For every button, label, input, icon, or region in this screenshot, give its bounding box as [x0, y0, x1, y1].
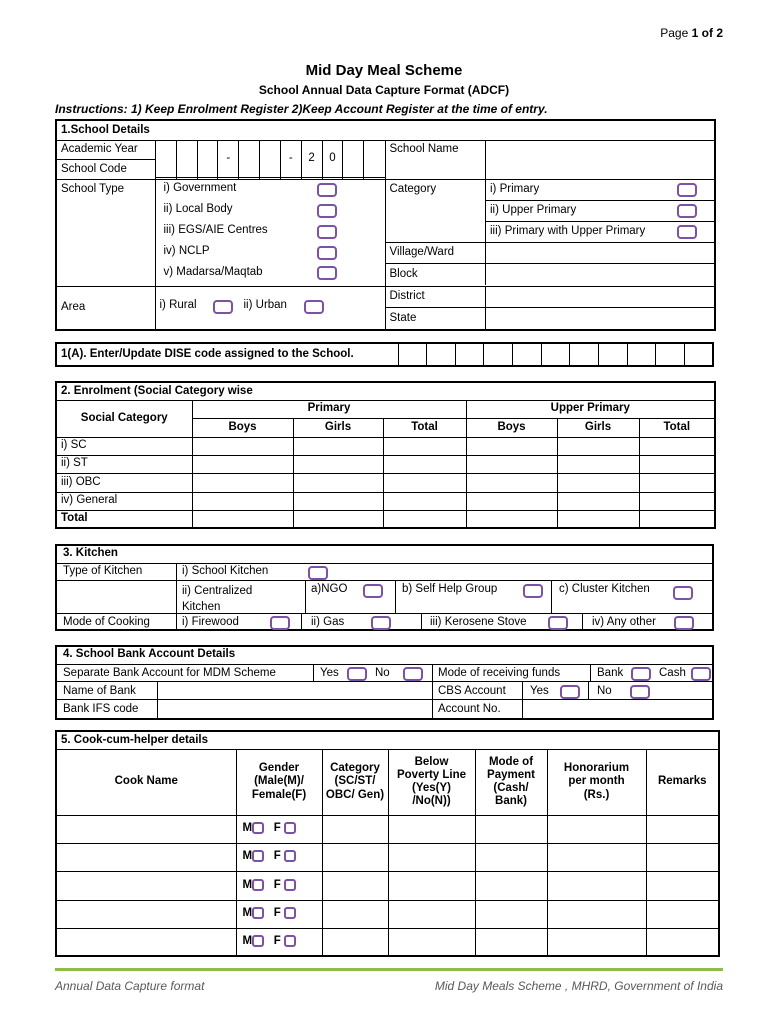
- ngo-checkbox[interactable]: [363, 584, 383, 598]
- dise-box[interactable]: [513, 343, 542, 366]
- cook-name-cell[interactable]: [56, 900, 236, 928]
- row-label: ii) ST: [56, 455, 192, 473]
- male-checkbox[interactable]: [252, 907, 264, 919]
- bpl-header: Below Poverty Line (Yes(Y) /No(N)): [388, 749, 475, 815]
- cell[interactable]: [639, 473, 715, 492]
- male-checkbox[interactable]: [252, 879, 264, 891]
- area-options: [155, 286, 385, 330]
- no-label: No: [375, 667, 390, 679]
- dise-box[interactable]: [541, 343, 570, 366]
- document-subtitle: School Annual Data Capture Format (ADCF): [258, 83, 510, 97]
- cell[interactable]: [639, 455, 715, 473]
- section-heading: 3. Kitchen: [63, 547, 118, 559]
- cell[interactable]: [293, 437, 383, 455]
- row-label: iv) General: [56, 492, 192, 510]
- cell[interactable]: [383, 455, 466, 473]
- row-label: Total: [56, 510, 192, 528]
- male-checkbox[interactable]: [252, 822, 264, 834]
- any-other-checkbox[interactable]: [674, 616, 694, 630]
- cbs-yes-checkbox[interactable]: [560, 685, 580, 699]
- account-no-label: Account No.: [438, 703, 501, 715]
- social-category-header: Social Category: [56, 400, 192, 437]
- cell[interactable]: [475, 871, 547, 900]
- cell[interactable]: [639, 510, 715, 528]
- school-code-label: School Code: [56, 160, 155, 180]
- district-field[interactable]: [486, 287, 716, 308]
- academic-year-label: Academic Year: [56, 140, 155, 160]
- cbs-no-label: No: [597, 685, 612, 697]
- male-checkbox[interactable]: [252, 935, 264, 947]
- cell[interactable]: [557, 510, 639, 528]
- cook-name-cell[interactable]: [56, 871, 236, 900]
- urban-checkbox[interactable]: [304, 300, 324, 314]
- cell[interactable]: [547, 928, 646, 956]
- school-name-label: School Name: [385, 140, 485, 179]
- gender-cell: M F: [236, 900, 322, 928]
- cell[interactable]: [639, 492, 715, 510]
- separate-account-label: Separate Bank Account for MDM Scheme: [63, 667, 276, 679]
- cook-name-cell[interactable]: [56, 843, 236, 871]
- cell[interactable]: [322, 871, 388, 900]
- cell[interactable]: [388, 871, 475, 900]
- kitchen-type-label: Type of Kitchen: [63, 565, 143, 577]
- cell[interactable]: [547, 900, 646, 928]
- any-other-option: iv) Any other: [592, 616, 656, 628]
- cell[interactable]: [475, 928, 547, 956]
- block-label: Block: [386, 264, 486, 285]
- ngo-option: a)NGO: [311, 583, 348, 595]
- state-field[interactable]: [486, 308, 716, 329]
- dise-box[interactable]: [598, 343, 627, 366]
- female-checkbox[interactable]: [284, 822, 296, 834]
- remarks-header: Remarks: [646, 749, 719, 815]
- name-bank-field[interactable]: [158, 682, 431, 699]
- col-header: Total: [639, 418, 715, 437]
- gender-cell: M F: [236, 843, 322, 871]
- cell[interactable]: [646, 928, 719, 956]
- cell[interactable]: [192, 510, 293, 528]
- school-type-options: [155, 179, 385, 286]
- cook-name-cell[interactable]: [56, 815, 236, 843]
- firewood-option: i) Firewood: [182, 616, 239, 628]
- bank-checkbox[interactable]: [631, 667, 651, 681]
- kitchen-section: [55, 544, 714, 631]
- section-heading: 1.School Details: [56, 120, 715, 140]
- ay-box[interactable]: [343, 141, 364, 178]
- cell[interactable]: [192, 455, 293, 473]
- cell[interactable]: [383, 510, 466, 528]
- cell[interactable]: [466, 437, 557, 455]
- upper-primary-checkbox[interactable]: [677, 204, 697, 218]
- cell[interactable]: [547, 815, 646, 843]
- bank-section: [55, 645, 714, 720]
- payment-mode-header: Mode of Payment (Cash/ Bank): [475, 749, 547, 815]
- gas-checkbox[interactable]: [371, 616, 391, 630]
- gender-cell: M F: [236, 928, 322, 956]
- gender-header: Gender (Male(M)/ Female(F): [236, 749, 322, 815]
- category-upper-primary: ii) Upper Primary: [486, 201, 716, 222]
- cell[interactable]: [322, 843, 388, 871]
- ay-dash: -: [218, 141, 239, 178]
- col-header: Girls: [293, 418, 383, 437]
- col-header: Boys: [466, 418, 557, 437]
- mode-cooking-label: Mode of Cooking: [63, 616, 150, 628]
- document-title: Mid Day Meal Scheme: [305, 62, 463, 79]
- kerosene-option: iii) Kerosene Stove: [430, 616, 527, 628]
- instructions: Instructions: 1) Keep Enrolment Register 2)Keep Account Register at the time of entry.: [55, 102, 548, 116]
- school-kitchen-checkbox[interactable]: [308, 566, 328, 580]
- male-checkbox[interactable]: [252, 850, 264, 862]
- section-heading: 2. Enrolment (Social Category wise: [56, 382, 715, 400]
- cell[interactable]: [646, 900, 719, 928]
- dise-box[interactable]: [398, 343, 427, 366]
- cell[interactable]: [466, 455, 557, 473]
- cell[interactable]: [646, 871, 719, 900]
- ay-box[interactable]: [156, 141, 177, 178]
- cell[interactable]: [383, 473, 466, 492]
- ay-box[interactable]: [260, 141, 281, 178]
- cell[interactable]: [547, 843, 646, 871]
- district-label: District: [386, 287, 486, 308]
- cell[interactable]: [646, 815, 719, 843]
- cell[interactable]: [388, 843, 475, 871]
- female-checkbox[interactable]: [284, 935, 296, 947]
- cell[interactable]: [322, 928, 388, 956]
- separate-yes-checkbox[interactable]: [347, 667, 367, 681]
- area-label: Area: [56, 286, 155, 330]
- cook-helper-table: [55, 730, 720, 957]
- cell[interactable]: [557, 473, 639, 492]
- village-field[interactable]: [486, 243, 716, 264]
- row-label: i) SC: [56, 437, 192, 455]
- dise-code-label: 1(A). Enter/Update DISE code assigned to the School.: [56, 343, 398, 366]
- cell[interactable]: [388, 900, 475, 928]
- cell[interactable]: [646, 843, 719, 871]
- cbs-no-checkbox[interactable]: [630, 685, 650, 699]
- separate-no-checkbox[interactable]: [403, 667, 423, 681]
- cell[interactable]: [293, 455, 383, 473]
- state-label: State: [386, 308, 486, 329]
- section-heading: 4. School Bank Account Details: [63, 648, 236, 660]
- cell[interactable]: [293, 473, 383, 492]
- cell[interactable]: [557, 455, 639, 473]
- district-state-block: [385, 286, 715, 330]
- shg-checkbox[interactable]: [523, 584, 543, 598]
- female-checkbox[interactable]: [284, 879, 296, 891]
- option-nclp: iv) NCLP: [163, 244, 210, 257]
- local-body-checkbox[interactable]: [317, 204, 337, 218]
- cell[interactable]: [466, 510, 557, 528]
- school-kitchen-option: i) School Kitchen: [182, 565, 269, 577]
- egs-aie-checkbox[interactable]: [317, 225, 337, 239]
- cook-name-cell[interactable]: [56, 928, 236, 956]
- village-label: Village/Ward: [386, 243, 486, 264]
- cell[interactable]: [388, 815, 475, 843]
- cell[interactable]: [192, 473, 293, 492]
- ay-dash: -: [280, 141, 301, 178]
- yes-label: Yes: [320, 667, 339, 679]
- primary-checkbox[interactable]: [677, 183, 697, 197]
- category-primary: i) Primary: [486, 180, 716, 201]
- primary-header: Primary: [192, 400, 466, 418]
- cluster-checkbox[interactable]: [673, 586, 693, 600]
- dise-box[interactable]: [627, 343, 656, 366]
- dise-box[interactable]: [570, 343, 599, 366]
- dise-box[interactable]: [484, 343, 513, 366]
- primary-upper-checkbox[interactable]: [677, 225, 697, 239]
- category-block: [385, 179, 715, 286]
- dise-code-table: [55, 342, 714, 367]
- ay-digit: 0: [322, 141, 343, 178]
- cell[interactable]: [475, 843, 547, 871]
- dise-box[interactable]: [455, 343, 484, 366]
- cash-label: Cash: [659, 667, 686, 679]
- cell[interactable]: [383, 437, 466, 455]
- footer-right: Mid Day Meals Scheme , MHRD, Government of India: [434, 979, 723, 993]
- cell[interactable]: [475, 815, 547, 843]
- ay-box[interactable]: [364, 141, 385, 178]
- cell[interactable]: [639, 437, 715, 455]
- mode-funds-label: Mode of receiving funds: [438, 667, 561, 679]
- option-government: i) Government: [163, 181, 237, 194]
- cell[interactable]: [557, 492, 639, 510]
- cell[interactable]: [388, 928, 475, 956]
- female-checkbox[interactable]: [284, 907, 296, 919]
- centralized-kitchen-option: ii) Centralized Kitchen: [182, 585, 253, 613]
- enrolment-table: [55, 381, 716, 529]
- ay-box[interactable]: [197, 141, 218, 178]
- school-name-field[interactable]: [485, 140, 715, 179]
- account-no-field[interactable]: [523, 700, 711, 717]
- cell[interactable]: [192, 437, 293, 455]
- cook-name-header: Cook Name: [56, 749, 236, 815]
- firewood-checkbox[interactable]: [270, 616, 290, 630]
- option-egs-aie: iii) EGS/AIE Centres: [163, 223, 268, 236]
- ifs-label: Bank IFS code: [63, 703, 139, 715]
- cell[interactable]: [293, 492, 383, 510]
- urban-label: ii) Urban: [243, 298, 287, 311]
- ay-digit: 2: [301, 141, 322, 178]
- category-label: Category: [386, 180, 486, 243]
- gender-cell: M F: [236, 815, 322, 843]
- cell[interactable]: [322, 815, 388, 843]
- section-heading: 5. Cook-cum-helper details: [56, 731, 719, 749]
- ifs-field[interactable]: [158, 700, 431, 717]
- madarsa-checkbox[interactable]: [317, 266, 337, 280]
- option-local-body: ii) Local Body: [163, 202, 233, 215]
- school-type-label: School Type: [56, 179, 155, 286]
- school-details-table: [55, 119, 716, 331]
- female-checkbox[interactable]: [284, 850, 296, 862]
- col-header: Total: [383, 418, 466, 437]
- page-number: Page 1 of 2: [660, 26, 723, 40]
- name-bank-label: Name of Bank: [63, 685, 136, 697]
- cell[interactable]: [322, 900, 388, 928]
- rural-checkbox[interactable]: [213, 300, 233, 314]
- cell[interactable]: [383, 492, 466, 510]
- honorarium-header: Honorarium per month (Rs.): [547, 749, 646, 815]
- gas-option: ii) Gas: [311, 616, 345, 628]
- cell[interactable]: [547, 871, 646, 900]
- government-checkbox[interactable]: [317, 183, 337, 197]
- col-header: Boys: [192, 418, 293, 437]
- cell[interactable]: [557, 437, 639, 455]
- block-field[interactable]: [486, 264, 716, 285]
- cbs-yes-label: Yes: [530, 685, 549, 697]
- shg-option: b) Self Help Group: [402, 583, 498, 595]
- rural-label: i) Rural: [159, 298, 197, 311]
- row-label: iii) OBC: [56, 473, 192, 492]
- footer-left: Annual Data Capture format: [55, 979, 205, 993]
- cell[interactable]: [475, 900, 547, 928]
- year-code-grid: [155, 140, 385, 179]
- ay-box[interactable]: [176, 141, 197, 178]
- col-header: Girls: [557, 418, 639, 437]
- upper-primary-header: Upper Primary: [466, 400, 715, 418]
- cluster-option: c) Cluster Kitchen: [559, 583, 650, 595]
- kerosene-checkbox[interactable]: [548, 616, 568, 630]
- dise-box[interactable]: [684, 343, 713, 366]
- cbs-account-label: CBS Account: [438, 685, 506, 697]
- bank-label: Bank: [597, 667, 624, 679]
- category-header: Category (SC/ST/ OBC/ Gen): [322, 749, 388, 815]
- dise-box[interactable]: [656, 343, 685, 366]
- cell[interactable]: [466, 492, 557, 510]
- gender-cell: M F: [236, 871, 322, 900]
- cell[interactable]: [466, 473, 557, 492]
- cash-checkbox[interactable]: [691, 667, 711, 681]
- cell[interactable]: [293, 510, 383, 528]
- cell[interactable]: [192, 492, 293, 510]
- ay-box[interactable]: [239, 141, 260, 178]
- dise-box[interactable]: [427, 343, 456, 366]
- footer-rule: [55, 968, 723, 971]
- category-primary-upper: iii) Primary with Upper Primary: [486, 222, 716, 243]
- nclp-checkbox[interactable]: [317, 246, 337, 260]
- option-madarsa: v) Madarsa/Maqtab: [163, 265, 263, 278]
